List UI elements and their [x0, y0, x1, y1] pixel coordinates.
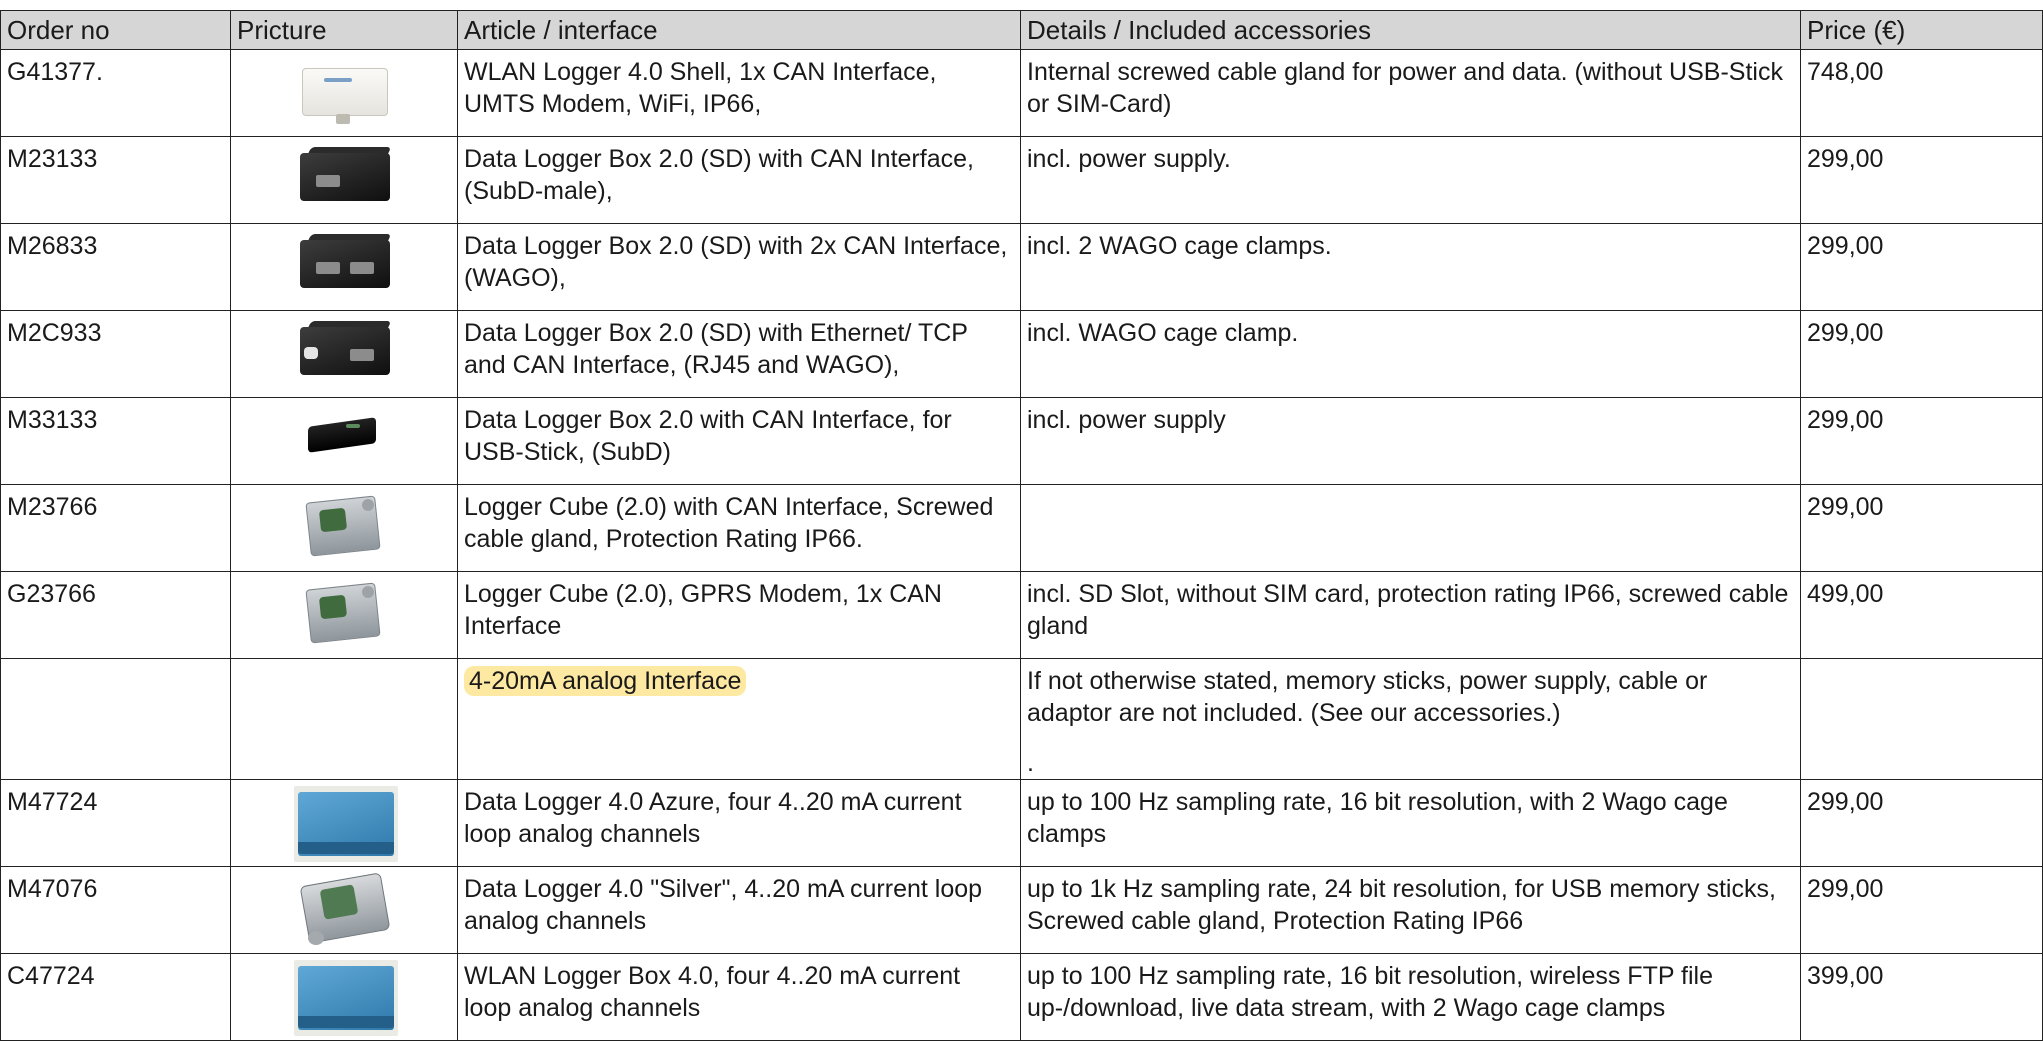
white-shell-logger-photo	[294, 56, 394, 128]
table-row	[1, 224, 2043, 311]
article-cell: Data Logger Box 2.0 (SD) with 2x CAN Interface, (WAGO),	[458, 224, 1021, 311]
logger-cube-photo	[294, 578, 394, 650]
section-note: If not otherwise stated, memory sticks, power supply, cable or adaptor are not included. (See our accessories.)	[1027, 667, 1708, 727]
price-table	[0, 10, 2043, 1041]
picture-cell	[231, 224, 458, 311]
order-no-cell	[1, 659, 231, 780]
header-price: Price (€)	[1801, 11, 2043, 50]
article-cell: Data Logger Box 2.0 with CAN Interface, for USB-Stick, (SubD)	[458, 398, 1021, 485]
header-row	[1, 11, 2043, 50]
silver-logger-photo	[294, 873, 394, 945]
table-row	[1, 50, 2043, 137]
picture-cell	[231, 137, 458, 224]
blue-logger-box-photo	[294, 960, 394, 1032]
section-title-cell	[458, 659, 1021, 780]
table-row	[1, 867, 2043, 954]
article-cell: Data Logger Box 2.0 (SD) with Ethernet/ TCP and CAN Interface, (RJ45 and WAGO),	[458, 311, 1021, 398]
header-details: Details / Included accessories	[1021, 11, 1801, 50]
order-no-cell: M33133	[1, 398, 231, 485]
order-no-cell: M23133	[1, 137, 231, 224]
black-logger-box-ethernet-photo	[294, 317, 394, 389]
price-cell: 299,00	[1801, 485, 2043, 572]
header-picture: Pricture	[231, 11, 458, 50]
section-note-extra: .	[1027, 749, 1034, 777]
order-no-cell: G41377.	[1, 50, 231, 137]
picture-cell	[231, 954, 458, 1041]
picture-cell	[231, 50, 458, 137]
order-no-cell: C47724	[1, 954, 231, 1041]
details-cell: up to 1k Hz sampling rate, 24 bit resolution, for USB memory sticks, Screwed cable gland, Protection Rating IP66	[1021, 867, 1801, 954]
logger-cube-photo	[294, 491, 394, 563]
header-article: Article / interface	[458, 11, 1021, 50]
article-cell: Data Logger 4.0 "Silver", 4..20 mA current loop analog channels	[458, 867, 1021, 954]
details-cell: incl. SD Slot, without SIM card, protection rating IP66, screwed cable gland	[1021, 572, 1801, 659]
details-cell	[1021, 485, 1801, 572]
details-cell: up to 100 Hz sampling rate, 16 bit resolution, wireless FTP file up-/download, live data stream, with 2 Wago cage clamps	[1021, 954, 1801, 1041]
price-cell: 399,00	[1801, 954, 2043, 1041]
price-cell: 748,00	[1801, 50, 2043, 137]
order-no-cell: M2C933	[1, 311, 231, 398]
table-row	[1, 311, 2043, 398]
table-row	[1, 398, 2043, 485]
picture-cell	[231, 780, 458, 867]
picture-cell	[231, 311, 458, 398]
article-cell: Data Logger Box 2.0 (SD) with CAN Interface, (SubD-male),	[458, 137, 1021, 224]
price-cell: 299,00	[1801, 867, 2043, 954]
picture-cell	[231, 572, 458, 659]
details-cell: up to 100 Hz sampling rate, 16 bit resolution, with 2 Wago cage clamps	[1021, 780, 1801, 867]
price-cell	[1801, 659, 2043, 780]
blue-logger-box-photo	[294, 786, 394, 858]
price-cell: 299,00	[1801, 398, 2043, 485]
order-no-cell: G23766	[1, 572, 231, 659]
article-cell: WLAN Logger 4.0 Shell, 1x CAN Interface, UMTS Modem, WiFi, IP66,	[458, 50, 1021, 137]
details-cell	[1021, 659, 1801, 780]
article-cell: Data Logger 4.0 Azure, four 4..20 mA current loop analog channels	[458, 780, 1021, 867]
details-cell: incl. WAGO cage clamp.	[1021, 311, 1801, 398]
section-row	[1, 659, 2043, 780]
article-cell: Logger Cube (2.0), GPRS Modem, 1x CAN Interface	[458, 572, 1021, 659]
price-list-sheet	[0, 10, 2042, 1022]
picture-cell	[231, 867, 458, 954]
details-cell: incl. power supply	[1021, 398, 1801, 485]
price-cell: 499,00	[1801, 572, 2043, 659]
table-row	[1, 137, 2043, 224]
order-no-cell: M26833	[1, 224, 231, 311]
header-order-no: Order no	[1, 11, 231, 50]
usb-logger-photo	[294, 404, 394, 476]
details-cell: Internal screwed cable gland for power and data. (without USB-Stick or SIM-Card)	[1021, 50, 1801, 137]
black-logger-box-photo	[294, 143, 394, 215]
price-cell: 299,00	[1801, 137, 2043, 224]
price-cell: 299,00	[1801, 311, 2043, 398]
section-title: 4-20mA analog Interface	[464, 666, 746, 696]
black-logger-box-photo	[294, 230, 394, 302]
article-cell: Logger Cube (2.0) with CAN Interface, Screwed cable gland, Protection Rating IP66.	[458, 485, 1021, 572]
picture-cell	[231, 485, 458, 572]
details-cell: incl. power supply.	[1021, 137, 1801, 224]
table-row	[1, 954, 2043, 1041]
table-row	[1, 485, 2043, 572]
price-cell: 299,00	[1801, 224, 2043, 311]
order-no-cell: M47076	[1, 867, 231, 954]
picture-cell	[231, 659, 458, 780]
order-no-cell: M23766	[1, 485, 231, 572]
table-row	[1, 572, 2043, 659]
price-cell: 299,00	[1801, 780, 2043, 867]
picture-cell	[231, 398, 458, 485]
order-no-cell: M47724	[1, 780, 231, 867]
details-cell: incl. 2 WAGO cage clamps.	[1021, 224, 1801, 311]
article-cell: WLAN Logger Box 4.0, four 4..20 mA current loop analog channels	[458, 954, 1021, 1041]
table-row	[1, 780, 2043, 867]
